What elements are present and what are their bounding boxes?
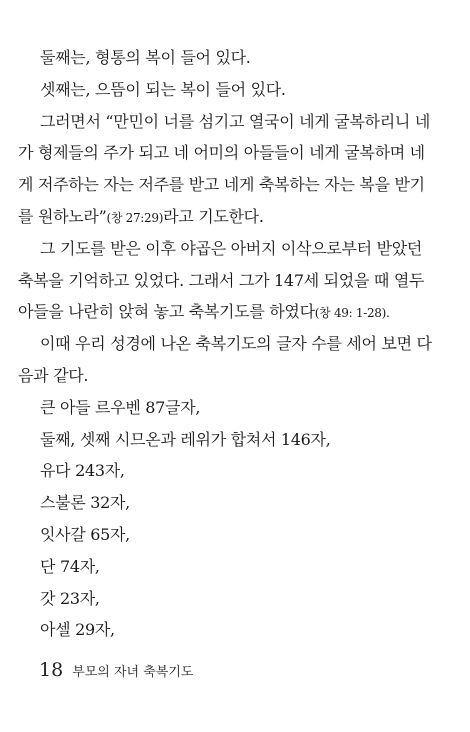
line-text: 잇사갈 65자, <box>40 525 130 544</box>
line-text: 가 형제들의 주가 되고 네 어미의 아들들이 네게 굴복하며 네 <box>18 143 425 162</box>
paragraph-line <box>18 175 425 195</box>
line-text: 를 원하노라” <box>18 207 107 226</box>
line-text: 이때 우리 성경에 나온 축복기도의 글자 수를 세어 보면 다 <box>40 334 432 353</box>
paragraph-line <box>40 334 430 354</box>
line-text: 둘째는, 형통의 복이 들어 있다. <box>40 48 251 67</box>
list-item <box>40 493 430 513</box>
line-text: 게 저주하는 자는 저주를 받고 네게 축복하는 자는 복을 받기 <box>18 175 425 194</box>
line-text: 유다 243자, <box>40 461 125 480</box>
paragraph-line <box>18 143 425 163</box>
list-item <box>40 461 430 481</box>
list-item <box>40 430 430 450</box>
list-item <box>40 589 430 609</box>
line-text: 단 74자, <box>40 557 100 576</box>
paragraph-line <box>18 302 408 323</box>
line-text: 큰 아들 르우벤 87글자, <box>40 398 201 417</box>
line-text: 그러면서 “만민이 너를 섬기고 열국이 네게 굴복하리니 네 <box>40 112 430 131</box>
paragraph-line <box>40 112 430 132</box>
page-footer <box>39 659 193 681</box>
list-item <box>40 620 430 640</box>
line-text: 갓 23자, <box>40 589 100 608</box>
line-text: 음과 같다. <box>18 366 89 385</box>
page-number: 18 <box>39 659 64 681</box>
line-text: 아셀 29자, <box>40 620 115 639</box>
line-text: 그 기도를 받은 이후 야곱은 아버지 이삭으로부터 받았던 <box>40 239 423 258</box>
running-title: 부모의 자녀 축복기도 <box>72 665 194 680</box>
line-text: 둘째, 셋째 시므온과 레위가 합쳐서 146자, <box>40 430 331 449</box>
list-item <box>40 557 430 577</box>
line-text: 스불론 32자, <box>40 493 130 512</box>
paragraph-line <box>40 239 430 259</box>
paragraph-line <box>40 48 430 68</box>
scripture-reference: (창 27:29) <box>106 211 164 225</box>
line-text: 셋째는, 으뜸이 되는 복이 들어 있다. <box>40 80 286 99</box>
paragraph-line <box>18 271 425 291</box>
scripture-reference: (창 49: 1-28). <box>314 306 390 320</box>
line-text: 라고 기도한다. <box>163 207 264 226</box>
line-text: 축복을 기억하고 있었다. 그래서 그가 147세 되었을 때 열두 <box>18 271 425 290</box>
paragraph-line <box>18 366 408 386</box>
list-item <box>40 525 430 545</box>
line-text: 아들을 나란히 앉혀 놓고 축복기도를 하였다 <box>18 302 315 321</box>
paragraph-line <box>18 207 408 228</box>
paragraph-line <box>40 80 430 100</box>
list-item <box>40 398 430 418</box>
